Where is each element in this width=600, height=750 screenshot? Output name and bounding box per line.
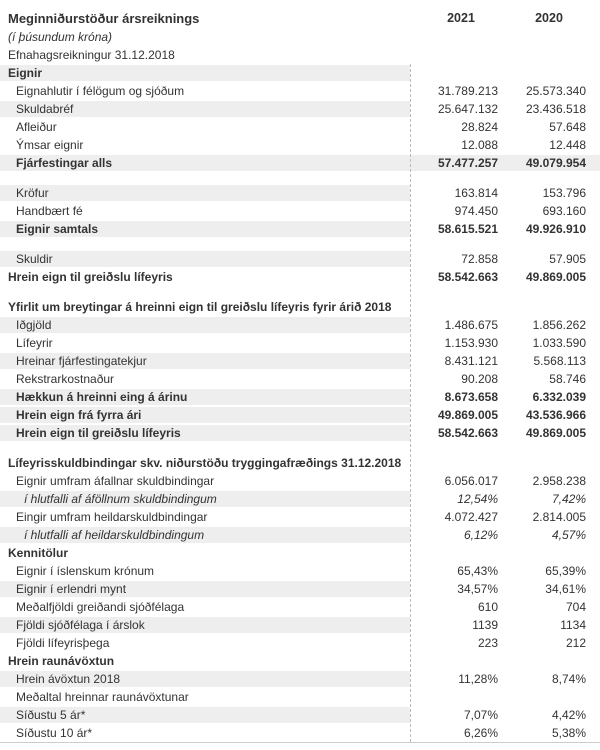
table-row: [0, 298, 600, 316]
table-row: [0, 100, 600, 118]
value-2020: 5,38%: [551, 726, 586, 740]
table-row: [0, 136, 600, 154]
row-label: Lífeyrisskuldbindingar skv. niðurstöðu tryggingafræðings 31.12.2018: [8, 456, 402, 470]
value-2020: 49.869.005: [525, 426, 586, 440]
row-label: Meðalfjöldi greiðandi sjóðfélaga: [16, 600, 185, 614]
value-2021: 7,07%: [463, 708, 498, 722]
value-2020: 1.033.590: [532, 336, 586, 350]
row-label: Meðaltal hreinnar raunávöxtunar: [16, 690, 189, 704]
value-2021: 12.088: [461, 138, 498, 152]
value-2020: 12.448: [549, 138, 586, 152]
table-row: [0, 316, 600, 334]
value-2020: 2.814.005: [532, 510, 586, 524]
title-row: [0, 9, 600, 28]
row-label: Eignir: [0, 64, 410, 82]
value-2021: 6,26%: [463, 726, 498, 740]
value-2021: 8.673.658: [444, 390, 498, 404]
value-2021: 1139: [472, 618, 498, 632]
table-row: [0, 64, 600, 82]
table-row: [0, 490, 600, 508]
value-2021: [410, 544, 498, 562]
table-row: [0, 508, 600, 526]
value-2021: 65,43%: [457, 564, 498, 578]
spacer-row: [0, 172, 600, 184]
table-row: [0, 370, 600, 388]
value-2021: 12,54%: [457, 492, 498, 506]
value-2021: 31.789.213: [437, 84, 498, 98]
table-row: [0, 424, 600, 442]
table-row: [0, 388, 600, 406]
value-2020: 153.796: [542, 186, 586, 200]
table-row: [0, 688, 600, 706]
value-2021: 223: [477, 636, 498, 650]
table-row: [0, 202, 600, 220]
value-2021: [410, 64, 498, 82]
units-subtitle: (í þúsundum króna): [8, 30, 113, 44]
row-label: Eignir í erlendri mynt: [0, 580, 410, 598]
report-header: [0, 0, 600, 64]
value-2021: 6.056.017: [444, 474, 498, 488]
row-label: Eignir samtals: [0, 220, 410, 238]
value-2020: [498, 454, 593, 472]
table-row: [0, 616, 600, 634]
value-2020: 34,61%: [545, 582, 586, 596]
value-2021: 1.153.930: [444, 336, 498, 350]
row-label: Handbært fé: [16, 204, 83, 218]
row-label: Rekstrarkostnaður: [16, 372, 115, 386]
row-label: Lífeyrir: [16, 336, 53, 350]
value-2020: 49.079.954: [525, 156, 586, 170]
value-2021: [410, 298, 498, 316]
value-2020: 5.568.113: [533, 354, 586, 368]
value-2020: 43.536.966: [525, 408, 586, 422]
table-row: [0, 724, 600, 742]
table-row: [0, 220, 600, 238]
column-header-2021: 2021: [447, 11, 475, 25]
row-label: Eignahlutir í félögum og sjóðum: [16, 84, 185, 98]
row-label: Afleiður: [16, 120, 57, 134]
value-2021: 58.542.663: [437, 270, 498, 284]
value-2021: 58.615.521: [437, 222, 498, 236]
row-label: Fjárfestingar alls: [16, 156, 113, 170]
row-label: Hreinar fjárfestingatekjur: [0, 352, 410, 370]
value-2021: 34,57%: [457, 582, 498, 596]
row-label: í hlutfalli af áföllnum skuldbindingum: [0, 490, 410, 508]
table-row: [0, 526, 600, 544]
row-label: Skuldabréf: [0, 100, 410, 118]
row-label: Hrein ávöxtun 2018: [0, 670, 410, 688]
value-2021: 58.542.663: [437, 426, 498, 440]
table-row: [0, 406, 600, 424]
spacer-row: [0, 238, 600, 250]
table-row: [0, 82, 600, 100]
table-row: [0, 472, 600, 490]
row-label: Hrein eign til greiðslu lífeyris: [8, 270, 173, 284]
value-2020: [498, 652, 593, 670]
value-2021: 610: [477, 600, 498, 614]
table-row: [0, 580, 600, 598]
value-2020: 4,57%: [551, 528, 586, 542]
value-2021: [410, 454, 498, 472]
table-row: [0, 544, 600, 562]
value-2021: 28.824: [461, 120, 498, 134]
row-label: Hrein raunávöxtun: [8, 654, 115, 668]
value-2020: 2.958.238: [532, 474, 586, 488]
financial-table: [0, 64, 600, 743]
row-label: Kennitölur: [8, 546, 68, 560]
row-label: í hlutfalli af heildarskuldbindingum: [0, 526, 410, 544]
value-2021: 57.477.257: [437, 156, 498, 170]
table-row: [0, 454, 600, 472]
value-2020: [498, 298, 593, 316]
value-2020: 8,74%: [551, 672, 586, 686]
row-label: Eingir umfram heildarskuldbindingar: [16, 510, 208, 524]
value-2021: 6,12%: [463, 528, 498, 542]
row-label: Iðgjöld: [0, 316, 410, 334]
value-2021: [410, 652, 498, 670]
value-2020: 7,42%: [551, 492, 586, 506]
table-row: [0, 154, 600, 172]
column-header-2020: 2020: [535, 11, 563, 25]
value-2020: 23.436.518: [525, 102, 586, 116]
table-row: [0, 250, 600, 268]
value-2020: 1.856.262: [532, 318, 586, 332]
value-2021: 11,28%: [458, 672, 498, 686]
row-label: Ýmsar eignir: [16, 138, 84, 152]
row-label: Skuldir: [0, 250, 410, 268]
value-2020: 49.869.005: [525, 270, 586, 284]
table-row: [0, 598, 600, 616]
value-2021: 49.869.005: [437, 408, 498, 422]
table-row: [0, 268, 600, 286]
table-row: [0, 670, 600, 688]
row-label: Fjöldi lífeyrisþega: [16, 636, 110, 650]
row-label: Síðustu 5 ár*: [0, 706, 410, 724]
row-label: Síðustu 10 ár*: [16, 726, 93, 740]
row-label: Eignir umfram áfallnar skuldbindingar: [16, 474, 215, 488]
value-2021: 4.072.427: [444, 510, 498, 524]
table-row: [0, 562, 600, 580]
value-2020: [498, 544, 593, 562]
table-row: [0, 706, 600, 724]
value-2020: 49.926.910: [525, 222, 586, 236]
row-label: Yfirlit um breytingar á hreinni eign til greiðslu lífeyris fyrir árið 2018: [8, 300, 392, 314]
table-row: [0, 352, 600, 370]
page-title: Meginniðurstöður ársreiknings: [8, 11, 200, 26]
row-label: Hrein eign frá fyrra ári: [0, 406, 410, 424]
value-2020: 4,42%: [551, 708, 586, 722]
value-2020: [498, 64, 593, 82]
value-2020: [498, 688, 593, 706]
spacer-row: [0, 442, 600, 454]
table-row: [0, 118, 600, 136]
value-2020: 25.573.340: [525, 84, 586, 98]
value-2021: [410, 688, 498, 706]
table-row: [0, 184, 600, 202]
value-2021: 974.450: [454, 204, 498, 218]
value-2020: 1134: [560, 618, 586, 632]
value-2020: 704: [565, 600, 586, 614]
value-2020: 65,39%: [545, 564, 586, 578]
value-2020: 57.648: [549, 120, 586, 134]
balance-sheet-label: Efnahagsreikningur 31.12.2018: [8, 48, 175, 62]
table-row: [0, 634, 600, 652]
value-2020: 57.905: [549, 252, 586, 266]
value-2020: 58.746: [549, 372, 586, 386]
value-2021: 90.208: [461, 372, 498, 386]
value-2021: 163.814: [454, 186, 498, 200]
row-label: Hækkun á hreinni eing á árinu: [0, 388, 410, 406]
table-row: [0, 334, 600, 352]
value-2020: 212: [565, 636, 586, 650]
spacer-row: [0, 286, 600, 298]
value-2021: 8.431.121: [444, 354, 498, 368]
row-label: Kröfur: [0, 184, 410, 202]
row-label: Hrein eign til greiðslu lífeyris: [0, 424, 410, 442]
value-2021: 25.647.132: [437, 102, 498, 116]
table-row: [0, 652, 600, 670]
row-label: Eignir í íslenskum krónum: [16, 564, 155, 578]
value-2020: 6.332.039: [532, 390, 586, 404]
value-2020: 693.160: [542, 204, 586, 218]
value-2021: 72.858: [461, 252, 498, 266]
row-label: Fjöldi sjóðfélaga í árslok: [0, 616, 410, 634]
value-2021: 1.486.675: [444, 318, 498, 332]
